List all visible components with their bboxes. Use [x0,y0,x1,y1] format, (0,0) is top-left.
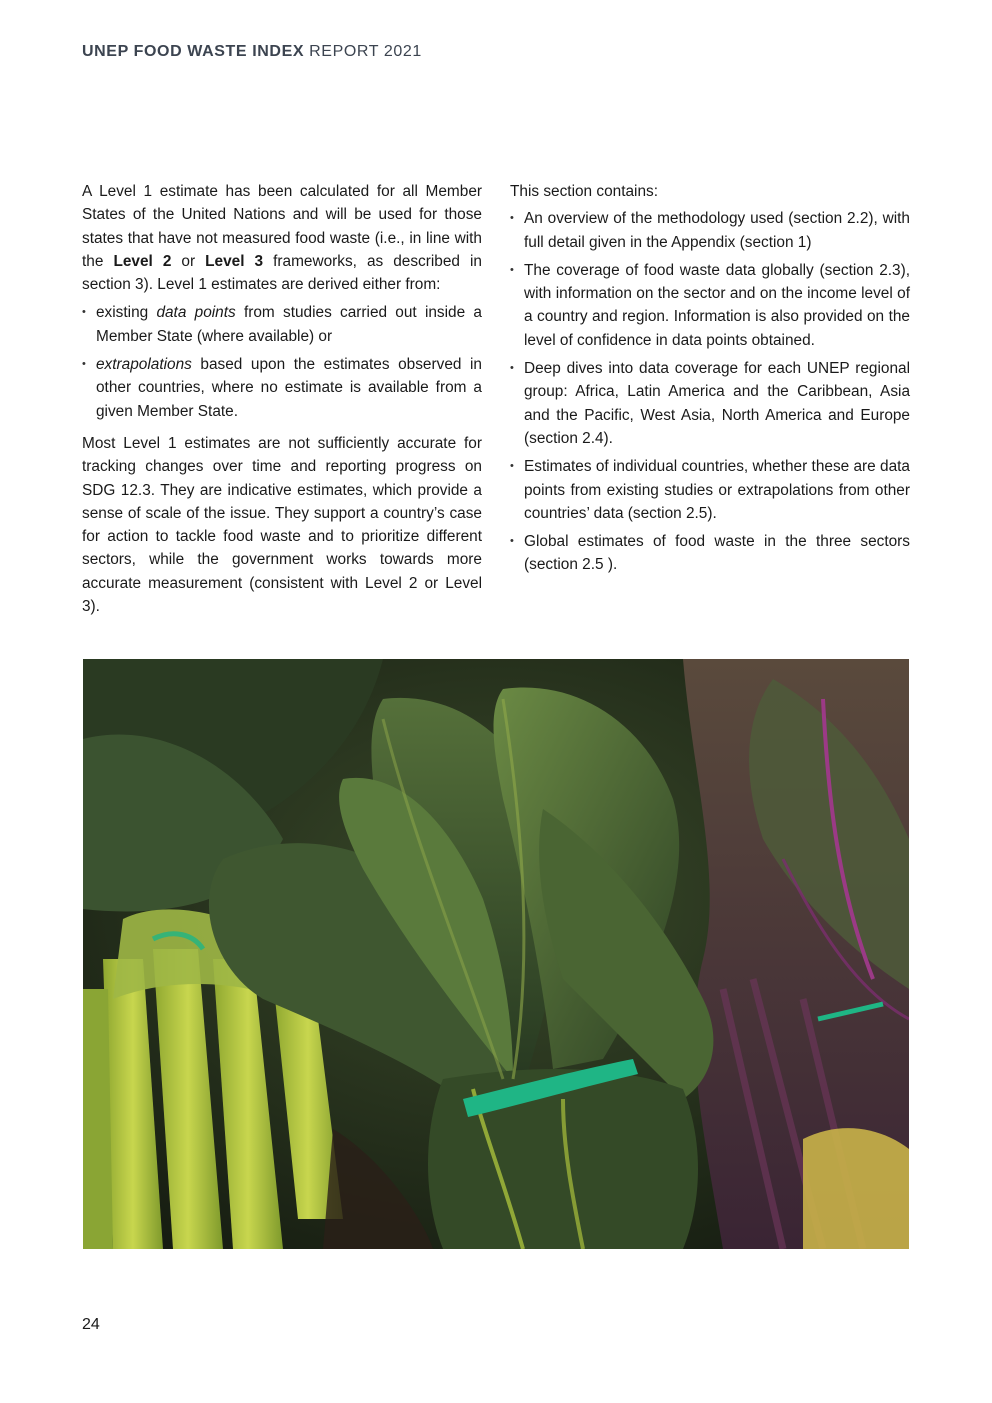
right-bullet-coverage: • The coverage of food waste data globally (section 2.3), with information on the sector and on the income level of a country and region. Information is also provided on the level of confidence in data points obtained. [510,259,910,352]
left-bullet-data-points: • existing data points from studies carried out inside a Member State (where available) or [82,301,482,348]
data-points-term: data points [156,304,236,322]
right-bullet-list [510,207,910,576]
level-3-term: Level 3 [205,252,264,270]
left-intro-paragraph [82,180,482,296]
left-column [82,180,482,623]
kale-illustration [83,659,909,1249]
level-2-term: Level 2 [113,252,172,270]
left-intro-part3: frameworks, as described in section 3). Level 1 estimates are derived either from: [82,252,482,294]
header-subtitle: REPORT 2021 [309,43,422,60]
header-brand: UNEP FOOD WASTE INDEX [82,43,305,60]
right-bullet-methodology: • An overview of the methodology used (section 2.2), with full detail given in the Appendix (section 1) [510,207,910,254]
right-bullet-country-estimates: • Estimates of individual countries, whether these are data points from existing studies or extrapolations from other countries’ data (section 2.5). [510,455,910,525]
left-intro-part2: or [171,252,206,270]
left-bullet-extrapolations: • extrapolations based upon the estimates observed in other countries, where no estimate is available from a given Member State. [82,353,482,423]
right-bullet-global-estimates: • Global estimates of food waste in the three sectors (section 2.5 ). [510,530,910,577]
page-number: 24 [82,1316,100,1333]
report-header [82,43,422,61]
left-intro-part1: A Level 1 estimate has been calculated for all Member States of the United Nations and will be used for those states that have not measured food waste (i.e., in line with the [82,183,482,270]
right-intro: This section contains: [510,183,658,200]
extrapolations-term: extrapolations [96,356,192,374]
left-bullet-list [82,301,482,422]
purple-kale [683,659,909,1249]
right-bullet-regional: • Deep dives into data coverage for each UNEP regional group: Africa, Latin America and the Caribbean, Asia and the Pacific, West Asia, North America and Europe (section 2.4). [510,357,910,450]
kale-photo [83,659,909,1249]
right-column [510,180,910,586]
left-paragraph-2: Most Level 1 estimates are not sufficiently accurate for tracking changes over time and reporting progress on SDG 12.3. They are indicative estimates, which provide a sense of scale of the issue. They support a country’s case for action to tackle food waste and to prioritize different sectors, while the government works towards more accurate measurement (consistent with Level 2 or Level 3). [82,434,482,616]
